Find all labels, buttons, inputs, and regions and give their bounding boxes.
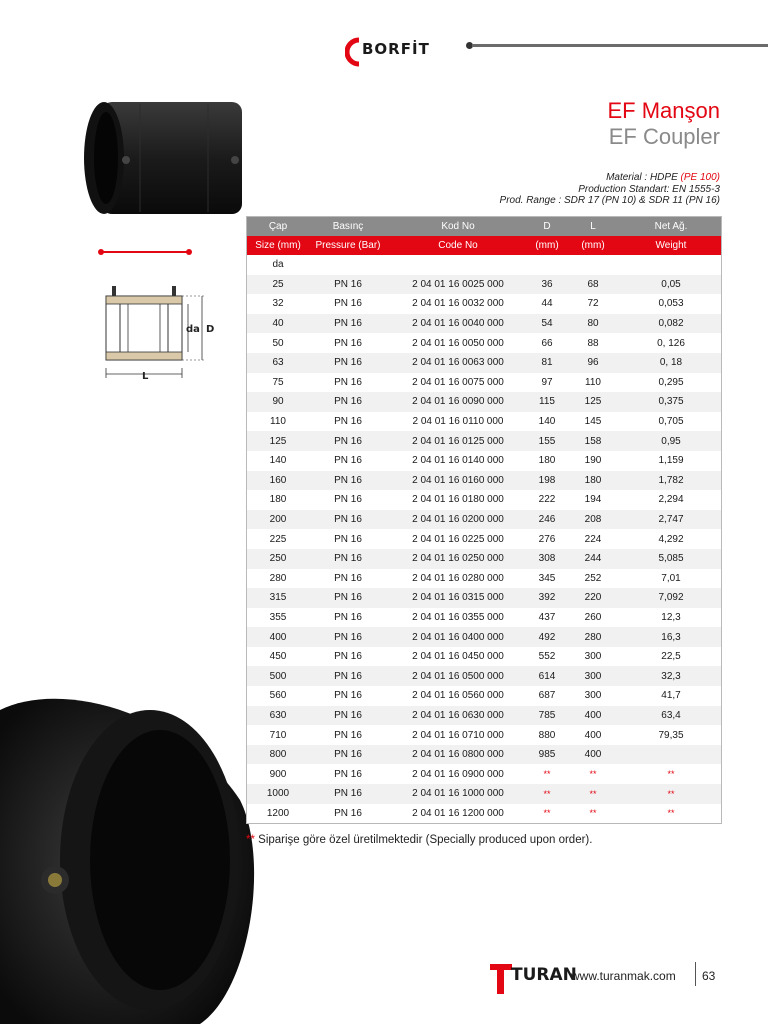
table-cell: PN 16 — [309, 686, 387, 706]
col-header-cap: Çap — [247, 217, 310, 237]
product-title-en: EF Coupler — [608, 124, 720, 149]
table-cell: 2 04 01 16 1000 000 — [387, 784, 529, 804]
table-cell: 280 — [565, 627, 621, 647]
table-cell: 4,292 — [621, 529, 722, 549]
page-number: 63 — [702, 969, 716, 983]
table-cell: 140 — [247, 451, 310, 471]
table-unit-row — [247, 255, 722, 275]
table-cell: 115 — [529, 392, 565, 412]
table-cell: 180 — [529, 451, 565, 471]
table-cell: 2 04 01 16 0280 000 — [387, 569, 529, 589]
table-cell: 687 — [529, 686, 565, 706]
table-cell: 392 — [529, 588, 565, 608]
table-cell: 50 — [247, 333, 310, 353]
table-cell: ** — [529, 784, 565, 804]
table-cell: 44 — [529, 294, 565, 314]
table-cell: 2 04 01 16 0225 000 — [387, 529, 529, 549]
brand-name: BORFİT — [362, 40, 430, 58]
table-row — [247, 627, 722, 647]
table-row — [247, 392, 722, 412]
table-cell: 125 — [247, 431, 310, 451]
table-cell: 244 — [565, 549, 621, 569]
table-cell: PN 16 — [309, 490, 387, 510]
table-cell: 2 04 01 16 0355 000 — [387, 608, 529, 628]
table-header-tr — [247, 217, 722, 237]
table-cell: 41,7 — [621, 686, 722, 706]
table-cell: 630 — [247, 706, 310, 726]
table-cell: 220 — [565, 588, 621, 608]
table-cell: 0,05 — [621, 275, 722, 295]
drawing-label-da: da — [186, 324, 200, 335]
table-cell: ** — [621, 764, 722, 784]
table-cell: 880 — [529, 725, 565, 745]
table-cell: ** — [529, 804, 565, 824]
table-cell: 900 — [247, 764, 310, 784]
table-cell: 300 — [565, 647, 621, 667]
col-header-weight: Weight — [621, 236, 722, 255]
table-cell: 200 — [247, 510, 310, 530]
table-cell: ** — [621, 784, 722, 804]
table-cell: 800 — [247, 745, 310, 765]
table-cell: 300 — [565, 666, 621, 686]
table-cell: 2 04 01 16 0025 000 — [387, 275, 529, 295]
table-cell: 560 — [247, 686, 310, 706]
coupler-closeup-photo — [0, 690, 260, 1024]
table-cell: 110 — [247, 412, 310, 432]
table-cell: 492 — [529, 627, 565, 647]
table-cell: 75 — [247, 373, 310, 393]
table-cell: PN 16 — [309, 725, 387, 745]
col-header-basinc: Basınç — [309, 217, 387, 237]
table-cell: PN 16 — [309, 333, 387, 353]
table-cell: 2 04 01 16 0630 000 — [387, 706, 529, 726]
footnote-marker: ** — [246, 834, 255, 846]
table-cell: 710 — [247, 725, 310, 745]
table-cell: 315 — [247, 588, 310, 608]
table-cell: 2 04 01 16 0125 000 — [387, 431, 529, 451]
table-cell: 36 — [529, 275, 565, 295]
table-cell: PN 16 — [309, 647, 387, 667]
product-title-tr: EF Manşon — [607, 98, 720, 123]
table-cell: 1200 — [247, 804, 310, 824]
table-cell: 0,375 — [621, 392, 722, 412]
col-header-l-unit: (mm) — [565, 236, 621, 255]
col-header-l: L — [565, 217, 621, 237]
page-separator — [695, 962, 696, 986]
table-cell: PN 16 — [309, 314, 387, 334]
table-cell: 198 — [529, 471, 565, 491]
table-cell: 180 — [565, 471, 621, 491]
table-cell: 22,5 — [621, 647, 722, 667]
table-cell: 90 — [247, 392, 310, 412]
table-cell: PN 16 — [309, 392, 387, 412]
table-cell: 160 — [247, 471, 310, 491]
table-cell: 252 — [565, 569, 621, 589]
table-cell: PN 16 — [309, 627, 387, 647]
table-row — [247, 725, 722, 745]
table-row — [247, 510, 722, 530]
table-cell: 450 — [247, 647, 310, 667]
table-cell: 1000 — [247, 784, 310, 804]
table-cell: 2 04 01 16 0710 000 — [387, 725, 529, 745]
table-cell: 54 — [529, 314, 565, 334]
table-cell: 222 — [529, 490, 565, 510]
table-cell: PN 16 — [309, 373, 387, 393]
table-cell: 2,747 — [621, 510, 722, 530]
table-cell: 355 — [247, 608, 310, 628]
table-row — [247, 353, 722, 373]
table-cell: 0, 126 — [621, 333, 722, 353]
table-cell: 2 04 01 16 0400 000 — [387, 627, 529, 647]
col-header-d: D — [529, 217, 565, 237]
table-cell: PN 16 — [309, 588, 387, 608]
table-cell: 400 — [565, 706, 621, 726]
table-row — [247, 764, 722, 784]
table-cell: 260 — [565, 608, 621, 628]
table-cell: PN 16 — [309, 764, 387, 784]
col-header-pressure: Pressure (Bar) — [309, 236, 387, 255]
table-cell: 0,082 — [621, 314, 722, 334]
table-header-en — [247, 236, 722, 255]
table-cell: 1,782 — [621, 471, 722, 491]
table-cell: 16,3 — [621, 627, 722, 647]
table-row — [247, 529, 722, 549]
table-cell: 785 — [529, 706, 565, 726]
table-cell: PN 16 — [309, 275, 387, 295]
table-cell: 155 — [529, 431, 565, 451]
table-cell: ** — [565, 764, 621, 784]
coupler-photo — [80, 96, 250, 221]
table-cell: 225 — [247, 529, 310, 549]
table-row — [247, 490, 722, 510]
table-row — [247, 333, 722, 353]
table-cell: 2 04 01 16 0315 000 — [387, 588, 529, 608]
table-row — [247, 608, 722, 628]
table-cell: PN 16 — [309, 608, 387, 628]
table-cell: 80 — [565, 314, 621, 334]
table-cell: PN 16 — [309, 666, 387, 686]
table-cell: 400 — [565, 725, 621, 745]
table-cell: 250 — [247, 549, 310, 569]
table-cell: 246 — [529, 510, 565, 530]
table-cell: 2 04 01 16 0063 000 — [387, 353, 529, 373]
table-cell: 0,053 — [621, 294, 722, 314]
table-cell: 308 — [529, 549, 565, 569]
table-cell: ** — [621, 804, 722, 824]
table-cell: PN 16 — [309, 549, 387, 569]
table-row — [247, 745, 722, 765]
footnote — [246, 834, 592, 846]
product-table — [246, 216, 722, 824]
table-cell: 2 04 01 16 0140 000 — [387, 451, 529, 471]
table-cell: 63,4 — [621, 706, 722, 726]
section-divider — [100, 251, 190, 253]
material-line — [500, 172, 720, 184]
col-header-size: Size (mm) — [247, 236, 310, 255]
table-cell: PN 16 — [309, 353, 387, 373]
table-cell: PN 16 — [309, 294, 387, 314]
table-cell: 2 04 01 16 0050 000 — [387, 333, 529, 353]
table-cell: PN 16 — [309, 412, 387, 432]
production-standard: Production Standart: EN 1555-3 — [578, 183, 720, 195]
table-cell: 280 — [247, 569, 310, 589]
table-cell: 500 — [247, 666, 310, 686]
table-cell: 614 — [529, 666, 565, 686]
table-cell: 300 — [565, 686, 621, 706]
table-cell: 0,705 — [621, 412, 722, 432]
table-cell: 140 — [529, 412, 565, 432]
unit-cell: da — [247, 255, 310, 275]
table-cell: 72 — [565, 294, 621, 314]
footer-brand: TURAN — [511, 965, 577, 985]
table-cell: 97 — [529, 373, 565, 393]
col-header-code: Code No — [387, 236, 529, 255]
table-cell: 208 — [565, 510, 621, 530]
table-row — [247, 471, 722, 491]
material-text: Material : HDPE — [606, 172, 681, 183]
table-cell: 2 04 01 16 0090 000 — [387, 392, 529, 412]
table-row — [247, 588, 722, 608]
table-cell: 2 04 01 16 0032 000 — [387, 294, 529, 314]
table-row — [247, 314, 722, 334]
production-range: Prod. Range : SDR 17 (PN 10) & SDR 11 (PN 16) — [499, 195, 720, 206]
table-row — [247, 549, 722, 569]
table-cell: PN 16 — [309, 431, 387, 451]
table-row — [247, 666, 722, 686]
table-cell: PN 16 — [309, 784, 387, 804]
table-cell: PN 16 — [309, 510, 387, 530]
table-cell: PN 16 — [309, 706, 387, 726]
table-row — [247, 294, 722, 314]
table-cell: 125 — [565, 392, 621, 412]
table-cell: 2 04 01 16 0900 000 — [387, 764, 529, 784]
table-row — [247, 275, 722, 295]
table-cell: 79,35 — [621, 725, 722, 745]
table-cell: 224 — [565, 529, 621, 549]
table-cell: 2 04 01 16 0075 000 — [387, 373, 529, 393]
table-cell: 400 — [565, 745, 621, 765]
table-body — [247, 255, 722, 824]
table-cell: 2 04 01 16 1200 000 — [387, 804, 529, 824]
table-cell: 12,3 — [621, 608, 722, 628]
table-row — [247, 706, 722, 726]
table-cell: 110 — [565, 373, 621, 393]
table-cell: 7,092 — [621, 588, 722, 608]
table-cell: 0,295 — [621, 373, 722, 393]
drawing-label-d: D — [206, 324, 215, 335]
table-cell: ** — [565, 804, 621, 824]
table-cell: 400 — [247, 627, 310, 647]
col-header-kod: Kod No — [387, 217, 529, 237]
table-row — [247, 784, 722, 804]
col-header-agirlik: Net Ağ. — [621, 217, 722, 237]
table-cell: 552 — [529, 647, 565, 667]
table-cell: 145 — [565, 412, 621, 432]
table-row — [247, 686, 722, 706]
table-cell: 190 — [565, 451, 621, 471]
table-cell: 88 — [565, 333, 621, 353]
table-cell: 2 04 01 16 0250 000 — [387, 549, 529, 569]
table-cell: 81 — [529, 353, 565, 373]
table-cell: 0, 18 — [621, 353, 722, 373]
col-header-d-unit: (mm) — [529, 236, 565, 255]
table-cell: ** — [529, 764, 565, 784]
table-cell: 2 04 01 16 0110 000 — [387, 412, 529, 432]
table-cell: 437 — [529, 608, 565, 628]
table-cell: PN 16 — [309, 745, 387, 765]
table-cell: 66 — [529, 333, 565, 353]
table-cell: 7,01 — [621, 569, 722, 589]
header-rule — [472, 44, 768, 47]
table-cell: 25 — [247, 275, 310, 295]
table-cell: 5,085 — [621, 549, 722, 569]
table-cell: 345 — [529, 569, 565, 589]
table-cell: 180 — [247, 490, 310, 510]
table-cell: 2 04 01 16 0160 000 — [387, 471, 529, 491]
footnote-text: Siparişe göre özel üretilmektedir (Specially produced upon order). — [254, 834, 593, 846]
table-cell: 2 04 01 16 0560 000 — [387, 686, 529, 706]
table-cell: PN 16 — [309, 569, 387, 589]
table-row — [247, 412, 722, 432]
table-cell: 68 — [565, 275, 621, 295]
table-cell: PN 16 — [309, 529, 387, 549]
table-cell: 276 — [529, 529, 565, 549]
table-cell: ** — [565, 784, 621, 804]
table-cell: 2 04 01 16 0200 000 — [387, 510, 529, 530]
table-cell — [621, 745, 722, 765]
table-cell: 158 — [565, 431, 621, 451]
table-cell: 2 04 01 16 0180 000 — [387, 490, 529, 510]
website-link[interactable]: www.turanmak.com — [571, 969, 676, 983]
table-cell: 194 — [565, 490, 621, 510]
drawing-label-l: L — [142, 371, 149, 382]
table-cell: 2 04 01 16 0800 000 — [387, 745, 529, 765]
table-cell: 32,3 — [621, 666, 722, 686]
table-row — [247, 569, 722, 589]
table-cell: PN 16 — [309, 451, 387, 471]
material-grade: (PE 100) — [680, 172, 720, 183]
table-cell: 2,294 — [621, 490, 722, 510]
table-cell: 0,95 — [621, 431, 722, 451]
table-cell: 63 — [247, 353, 310, 373]
table-cell: 985 — [529, 745, 565, 765]
table-cell: PN 16 — [309, 804, 387, 824]
table-cell: 2 04 01 16 0500 000 — [387, 666, 529, 686]
table-cell: 40 — [247, 314, 310, 334]
table-cell: PN 16 — [309, 471, 387, 491]
table-row — [247, 804, 722, 824]
table-cell: 32 — [247, 294, 310, 314]
table-cell: 1,159 — [621, 451, 722, 471]
table-cell: 2 04 01 16 0040 000 — [387, 314, 529, 334]
table-cell: 96 — [565, 353, 621, 373]
table-row — [247, 431, 722, 451]
product-specs — [500, 172, 720, 207]
table-row — [247, 451, 722, 471]
table-row — [247, 373, 722, 393]
table-row — [247, 647, 722, 667]
technical-drawing — [98, 282, 228, 382]
table-cell: 2 04 01 16 0450 000 — [387, 647, 529, 667]
